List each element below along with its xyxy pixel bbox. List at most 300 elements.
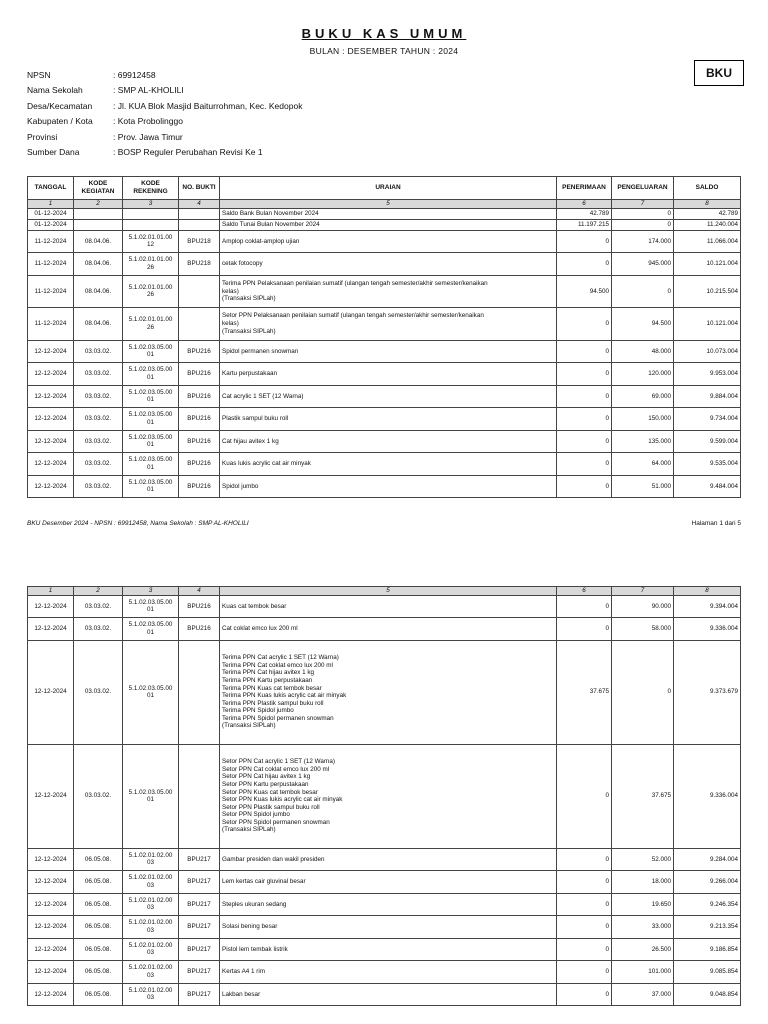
cell-no-bukti	[179, 640, 220, 744]
cell-tanggal: 12-12-2024	[28, 744, 74, 848]
cell-penerimaan: 0	[557, 408, 612, 431]
info-value: : Prov. Jawa Timur	[113, 131, 183, 142]
uraian-line: Cat acrylic 1 SET (12 Warna)	[222, 392, 304, 400]
cell-pengeluaran: 52.000	[612, 848, 674, 871]
uraian-line: Terima PPN Cat coklat emco lux 200 ml	[222, 661, 333, 669]
cell-uraian	[220, 308, 557, 341]
uraian-line: Terima PPN Spidol jumbo	[222, 707, 294, 715]
info-value: : SMP AL-KHOLILI	[113, 85, 184, 96]
cell-kode-rekening: 5.1.02.01.01.00 26	[123, 253, 179, 276]
uraian-line: Terima PPN Kuas cat tembok besar	[222, 684, 322, 692]
table-row	[28, 595, 741, 618]
cell-pengeluaran: 37.000	[612, 983, 674, 1006]
cell-kode-rekening: 5.1.02.01.02.00 03	[123, 916, 179, 939]
cell-kode-kegiatan: 06.05.08.	[74, 871, 123, 894]
cell-no-bukti: BPU216	[179, 430, 220, 453]
cell-no-bukti	[179, 275, 220, 308]
cell-no-bukti: BPU216	[179, 385, 220, 408]
cell-kode-kegiatan: 06.05.08.	[74, 961, 123, 984]
cell-pengeluaran: 135.000	[612, 430, 674, 453]
cell-uraian	[220, 893, 557, 916]
cell-pengeluaran: 33.000	[612, 916, 674, 939]
cell-kode-kegiatan: 03.03.02.	[74, 595, 123, 618]
cell-uraian	[220, 275, 557, 308]
uraian-line: Terima PPN Pelaksanaan penilaian sumatif (ulangan tengah semester/akhir semester/kenaikan	[222, 279, 488, 287]
cell-kode-rekening: 5.1.02.03.05.00 01	[123, 453, 179, 476]
cell-pengeluaran: 18.000	[612, 871, 674, 894]
page-number: Halaman 1 dari 5	[691, 520, 741, 527]
cell-kode-kegiatan: 03.03.02.	[74, 475, 123, 498]
cell-pengeluaran: 0	[612, 219, 674, 230]
uraian-line: Lem kertas cair gluvinal besar	[222, 878, 306, 886]
column-number: 2	[74, 200, 123, 209]
cell-kode-rekening: 5.1.02.01.01.00 26	[123, 308, 179, 341]
column-number: 6	[557, 200, 612, 209]
cell-kode-rekening: 5.1.02.01.02.00 03	[123, 848, 179, 871]
cell-saldo: 11.066.004	[674, 230, 741, 253]
header-kode-kegiatan: KODE KEGIATAN	[74, 177, 123, 200]
uraian-line: Setor PPN Spidol permanen snowman	[222, 818, 330, 826]
cell-penerimaan: 0	[557, 308, 612, 341]
cell-kode-rekening: 5.1.02.01.02.00 03	[123, 893, 179, 916]
column-number-row	[28, 587, 741, 596]
table-row	[28, 208, 741, 219]
table-row	[28, 363, 741, 386]
uraian-line: Terima PPN Plastik sampul buku roll	[222, 699, 324, 707]
document-subtitle: BULAN : DESEMBER TAHUN : 2024	[309, 46, 459, 56]
column-number: 3	[123, 200, 179, 209]
info-row	[27, 132, 302, 147]
cell-pengeluaran: 0	[612, 208, 674, 219]
cell-kode-rekening: 5.1.02.03.05.00 01	[123, 744, 179, 848]
table-row	[28, 275, 741, 308]
cell-kode-rekening: 5.1.02.03.05.00 01	[123, 363, 179, 386]
cell-saldo: 9.734.004	[674, 408, 741, 431]
cell-penerimaan: 0	[557, 938, 612, 961]
cell-uraian	[220, 340, 557, 363]
cell-no-bukti: BPU216	[179, 363, 220, 386]
cell-kode-kegiatan: 08.04.06.	[74, 253, 123, 276]
cell-kode-kegiatan: 06.05.08.	[74, 848, 123, 871]
header-penerimaan: PENERIMAAN	[557, 177, 612, 200]
cell-no-bukti: BPU217	[179, 871, 220, 894]
uraian-line: (Transaksi SIPLah)	[222, 295, 276, 303]
cell-uraian	[220, 618, 557, 641]
uraian-line: (Transaksi SIPLah)	[222, 722, 276, 730]
table-row	[28, 453, 741, 476]
uraian-line: Lakban besar	[222, 990, 261, 998]
cell-tanggal: 12-12-2024	[28, 453, 74, 476]
info-value: : Jl. KUA Blok Masjid Baiturrohman, Kec. Kedopok	[113, 100, 303, 111]
cell-tanggal: 12-12-2024	[28, 385, 74, 408]
cell-saldo: 9.373.679	[674, 640, 741, 744]
cell-pengeluaran: 19.650	[612, 893, 674, 916]
cell-saldo: 10.073.004	[674, 340, 741, 363]
cell-penerimaan: 0	[557, 916, 612, 939]
cell-no-bukti: BPU217	[179, 916, 220, 939]
cell-uraian	[220, 916, 557, 939]
table-row	[28, 253, 741, 276]
info-label: Sumber Dana	[27, 146, 80, 157]
cell-kode-kegiatan: 08.04.06.	[74, 230, 123, 253]
cell-penerimaan: 0	[557, 961, 612, 984]
cell-penerimaan: 0	[557, 595, 612, 618]
cell-saldo: 9.213.354	[674, 916, 741, 939]
uraian-line: Saldo Tunai Bulan November 2024	[222, 220, 320, 228]
table-row	[28, 475, 741, 498]
uraian-line: Setor PPN Pelaksanaan penilaian sumatif (ulangan tengah semester/akhir semester/kenaikan	[222, 312, 484, 320]
cell-pengeluaran: 101.000	[612, 961, 674, 984]
cell-no-bukti: BPU216	[179, 408, 220, 431]
info-value: : Kota Probolinggo	[113, 116, 183, 127]
cell-penerimaan: 11.197.215	[557, 219, 612, 230]
cell-kode-kegiatan	[74, 219, 123, 230]
cell-pengeluaran: 64.000	[612, 453, 674, 476]
column-number: 4	[179, 200, 220, 209]
uraian-line: Setor PPN Cat acrylic 1 SET (12 Warna)	[222, 758, 336, 766]
cell-penerimaan: 0	[557, 340, 612, 363]
ledger-table-page-1	[27, 176, 741, 498]
cell-kode-kegiatan: 03.03.02.	[74, 640, 123, 744]
cell-tanggal: 12-12-2024	[28, 916, 74, 939]
uraian-line: Setor PPN Plastik sampul buku roll	[222, 803, 320, 811]
cell-uraian	[220, 453, 557, 476]
cell-uraian	[220, 219, 557, 230]
cell-kode-kegiatan: 03.03.02.	[74, 430, 123, 453]
cell-tanggal: 12-12-2024	[28, 893, 74, 916]
column-number: 8	[674, 587, 741, 596]
cell-no-bukti: BPU216	[179, 595, 220, 618]
cell-pengeluaran: 0	[612, 275, 674, 308]
cell-kode-kegiatan: 06.05.08.	[74, 938, 123, 961]
cell-kode-rekening: 5.1.02.03.05.00 01	[123, 475, 179, 498]
cell-saldo: 9.048.854	[674, 983, 741, 1006]
page-footer-info: BKU Desember 2024 - NPSN : 69912458, Nama Sekolah : SMP AL-KHOLILI	[27, 520, 249, 527]
bku-badge: BKU	[694, 60, 744, 86]
cell-pengeluaran: 37.675	[612, 744, 674, 848]
cell-tanggal: 12-12-2024	[28, 340, 74, 363]
cell-pengeluaran: 174.000	[612, 230, 674, 253]
document-title: BUKU KAS UMUM	[301, 26, 467, 41]
cell-kode-rekening: 5.1.02.01.02.00 03	[123, 938, 179, 961]
header-kode-rekening: KODE REKENING	[123, 177, 179, 200]
uraian-line: Amplop coklat-amplop ujian	[222, 237, 300, 245]
cell-uraian	[220, 938, 557, 961]
column-number: 1	[28, 587, 74, 596]
cell-no-bukti	[179, 308, 220, 341]
cell-no-bukti: BPU216	[179, 618, 220, 641]
cell-penerimaan: 0	[557, 430, 612, 453]
info-value: : 69912458	[113, 70, 156, 80]
cell-kode-kegiatan: 08.04.06.	[74, 275, 123, 308]
table-row	[28, 618, 741, 641]
uraian-line: kelas)	[222, 320, 239, 328]
header-no-bukti: NO. BUKTI	[179, 177, 220, 200]
uraian-line: Spidol jumbo	[222, 482, 259, 490]
cell-kode-kegiatan: 06.05.08.	[74, 916, 123, 939]
cell-no-bukti	[179, 744, 220, 848]
cell-tanggal: 11-12-2024	[28, 275, 74, 308]
cell-tanggal: 01-12-2024	[28, 219, 74, 230]
column-number-row	[28, 200, 741, 209]
header-pengeluaran: PENGELUARAN	[612, 177, 674, 200]
cell-saldo: 9.599.004	[674, 430, 741, 453]
info-label: Nama Sekolah	[27, 85, 83, 96]
cell-uraian	[220, 253, 557, 276]
cell-penerimaan: 0	[557, 893, 612, 916]
uraian-line: Saldo Bank Bulan November 2024	[222, 209, 319, 217]
uraian-line: Setor PPN Cat coklat emco lux 200 ml	[222, 765, 330, 773]
cell-no-bukti: BPU216	[179, 475, 220, 498]
cell-kode-rekening: 5.1.02.01.02.00 03	[123, 961, 179, 984]
cell-pengeluaran: 90.000	[612, 595, 674, 618]
cell-uraian	[220, 363, 557, 386]
info-value: : BOSP Reguler Perubahan Revisi Ke 1	[113, 146, 263, 157]
table-row	[28, 961, 741, 984]
cell-kode-rekening: 5.1.02.03.05.00 01	[123, 640, 179, 744]
cell-saldo: 9.535.004	[674, 453, 741, 476]
cell-saldo: 9.246.354	[674, 893, 741, 916]
cell-tanggal: 12-12-2024	[28, 475, 74, 498]
table-row	[28, 893, 741, 916]
cell-kode-rekening: 5.1.02.03.05.00 01	[123, 385, 179, 408]
cell-penerimaan: 94.500	[557, 275, 612, 308]
info-label: Provinsi	[27, 131, 58, 142]
cell-tanggal: 12-12-2024	[28, 640, 74, 744]
uraian-line: Terima PPN Kuas lukis acrylic cat air minyak	[222, 692, 347, 700]
cell-kode-rekening: 5.1.02.01.01.00 26	[123, 275, 179, 308]
cell-tanggal: 12-12-2024	[28, 595, 74, 618]
cell-kode-rekening: 5.1.02.01.02.00 03	[123, 983, 179, 1006]
header-tanggal: TANGGAL	[28, 177, 74, 200]
info-row	[27, 85, 302, 100]
cell-kode-kegiatan: 03.03.02.	[74, 618, 123, 641]
cell-uraian	[220, 230, 557, 253]
cell-saldo: 9.394.004	[674, 595, 741, 618]
cell-pengeluaran: 48.000	[612, 340, 674, 363]
uraian-line: Terima PPN Kartu perpustakaan	[222, 676, 313, 684]
table-row	[28, 848, 741, 871]
cell-penerimaan: 0	[557, 871, 612, 894]
cell-no-bukti: BPU217	[179, 938, 220, 961]
uraian-line: Setor PPN Kuas cat tembok besar	[222, 788, 318, 796]
cell-penerimaan: 0	[557, 253, 612, 276]
cell-uraian	[220, 983, 557, 1006]
cell-uraian	[220, 408, 557, 431]
uraian-line: (Transaksi SIPLah)	[222, 826, 276, 834]
cell-penerimaan: 0	[557, 744, 612, 848]
cell-tanggal: 12-12-2024	[28, 983, 74, 1006]
cell-uraian	[220, 385, 557, 408]
cell-uraian	[220, 744, 557, 848]
cell-no-bukti: BPU218	[179, 230, 220, 253]
uraian-line: Plastik sampul buku roll	[222, 415, 289, 423]
info-label: Kabupaten / Kota	[27, 116, 93, 127]
header-saldo: SALDO	[674, 177, 741, 200]
table-row	[28, 385, 741, 408]
table-row	[28, 408, 741, 431]
cell-no-bukti	[179, 219, 220, 230]
cell-saldo: 42.789	[674, 208, 741, 219]
cell-no-bukti: BPU217	[179, 983, 220, 1006]
cell-saldo: 9.085.854	[674, 961, 741, 984]
cell-saldo: 9.953.004	[674, 363, 741, 386]
cell-saldo: 9.484.004	[674, 475, 741, 498]
cell-kode-kegiatan: 03.03.02.	[74, 340, 123, 363]
cell-pengeluaran: 0	[612, 640, 674, 744]
table-row	[28, 340, 741, 363]
cell-kode-rekening: 5.1.02.03.05.00 01	[123, 430, 179, 453]
cell-no-bukti: BPU217	[179, 848, 220, 871]
table-row	[28, 983, 741, 1006]
cell-no-bukti: BPU218	[179, 253, 220, 276]
cell-pengeluaran: 150.000	[612, 408, 674, 431]
cell-penerimaan: 0	[557, 475, 612, 498]
cell-uraian	[220, 640, 557, 744]
school-info	[27, 70, 302, 162]
cell-uraian	[220, 475, 557, 498]
cell-tanggal: 12-12-2024	[28, 618, 74, 641]
uraian-line: Setor PPN Spidol jumbo	[222, 811, 290, 819]
cell-kode-kegiatan: 03.03.02.	[74, 744, 123, 848]
cell-penerimaan: 0	[557, 983, 612, 1006]
uraian-line: Setor PPN Cat hijau avitex 1 kg	[222, 773, 311, 781]
cell-tanggal: 12-12-2024	[28, 430, 74, 453]
cell-uraian	[220, 595, 557, 618]
cell-saldo: 10.215.504	[674, 275, 741, 308]
cell-penerimaan: 37.675	[557, 640, 612, 744]
uraian-line: Solasi bening besar	[222, 923, 278, 931]
column-number: 1	[28, 200, 74, 209]
uraian-line: kelas)	[222, 287, 239, 295]
table-row	[28, 640, 741, 744]
cell-uraian	[220, 961, 557, 984]
ledger-table-page-2	[27, 586, 741, 1006]
cell-no-bukti: BPU216	[179, 453, 220, 476]
cell-saldo: 9.336.004	[674, 744, 741, 848]
uraian-line: Kartu perpustakaan	[222, 370, 277, 378]
cell-penerimaan: 42.789	[557, 208, 612, 219]
info-label: NPSN	[27, 70, 51, 80]
cell-kode-kegiatan: 03.03.02.	[74, 408, 123, 431]
cell-saldo: 9.884.004	[674, 385, 741, 408]
table-row	[28, 230, 741, 253]
cell-tanggal: 12-12-2024	[28, 938, 74, 961]
column-number: 6	[557, 587, 612, 596]
table-row	[28, 938, 741, 961]
info-row	[27, 147, 302, 162]
cell-tanggal: 11-12-2024	[28, 253, 74, 276]
cell-saldo: 9.284.004	[674, 848, 741, 871]
uraian-line: Kuas cat tembok besar	[222, 602, 287, 610]
cell-tanggal: 12-12-2024	[28, 363, 74, 386]
cell-tanggal: 11-12-2024	[28, 308, 74, 341]
cell-uraian	[220, 848, 557, 871]
uraian-line: Kuas lukis acrylic cat air minyak	[222, 460, 311, 468]
cell-pengeluaran: 94.500	[612, 308, 674, 341]
cell-kode-rekening: 5.1.02.01.01.00 12	[123, 230, 179, 253]
cell-pengeluaran: 58.000	[612, 618, 674, 641]
cell-no-bukti: BPU217	[179, 961, 220, 984]
cell-no-bukti: BPU216	[179, 340, 220, 363]
uraian-line: Cat hijau avitex 1 kg	[222, 437, 279, 445]
uraian-line: Setor PPN Kartu perpustakaan	[222, 780, 309, 788]
column-number: 8	[674, 200, 741, 209]
cell-saldo: 9.186.854	[674, 938, 741, 961]
header-uraian: URAIAN	[220, 177, 557, 200]
cell-kode-rekening	[123, 219, 179, 230]
cell-penerimaan: 0	[557, 618, 612, 641]
info-row	[27, 116, 302, 131]
cell-kode-kegiatan: 06.05.08.	[74, 983, 123, 1006]
uraian-line: Terima PPN Cat acrylic 1 SET (12 Warna)	[222, 654, 339, 662]
cell-kode-rekening	[123, 208, 179, 219]
uraian-line: Terima PPN Cat hijau avitex 1 kg	[222, 669, 315, 677]
table-row	[28, 308, 741, 341]
cell-tanggal: 01-12-2024	[28, 208, 74, 219]
cell-uraian	[220, 208, 557, 219]
cell-penerimaan: 0	[557, 363, 612, 386]
cell-penerimaan: 0	[557, 848, 612, 871]
cell-saldo: 10.121.004	[674, 253, 741, 276]
cell-saldo: 10.121.004	[674, 308, 741, 341]
cell-penerimaan: 0	[557, 453, 612, 476]
cell-uraian	[220, 871, 557, 894]
cell-tanggal: 12-12-2024	[28, 848, 74, 871]
column-number: 4	[179, 587, 220, 596]
uraian-line: Steples ukuran sedang	[222, 900, 287, 908]
column-number: 2	[74, 587, 123, 596]
cell-saldo: 11.240.004	[674, 219, 741, 230]
column-number: 5	[220, 587, 557, 596]
cell-saldo: 9.336.004	[674, 618, 741, 641]
cell-kode-kegiatan	[74, 208, 123, 219]
cell-penerimaan: 0	[557, 385, 612, 408]
cell-kode-kegiatan: 06.05.08.	[74, 893, 123, 916]
cell-kode-kegiatan: 08.04.06.	[74, 308, 123, 341]
table-row	[28, 219, 741, 230]
cell-uraian	[220, 430, 557, 453]
cell-kode-rekening: 5.1.02.03.05.00 01	[123, 618, 179, 641]
table-row	[28, 916, 741, 939]
info-row	[27, 70, 302, 85]
uraian-line: Pistol lem tembak listrik	[222, 945, 288, 953]
uraian-line: Terima PPN Spidol permanen snowman	[222, 714, 334, 722]
table-row	[28, 871, 741, 894]
cell-no-bukti	[179, 208, 220, 219]
cell-kode-kegiatan: 03.03.02.	[74, 363, 123, 386]
uraian-line: Kertas A4 1 rim	[222, 968, 266, 976]
cell-penerimaan: 0	[557, 230, 612, 253]
table-row	[28, 430, 741, 453]
uraian-line: Cat coklat emco lux 200 ml	[222, 625, 298, 633]
cell-kode-rekening: 5.1.02.03.05.00 01	[123, 340, 179, 363]
column-number: 7	[612, 200, 674, 209]
cell-tanggal: 12-12-2024	[28, 871, 74, 894]
cell-kode-kegiatan: 03.03.02.	[74, 385, 123, 408]
cell-kode-rekening: 5.1.02.01.02.00 03	[123, 871, 179, 894]
uraian-line: Spidol permanen snowman	[222, 347, 299, 355]
cell-kode-kegiatan: 03.03.02.	[74, 453, 123, 476]
column-number: 5	[220, 200, 557, 209]
uraian-line: Setor PPN Kuas lukis acrylic cat air minyak	[222, 796, 343, 804]
table-row	[28, 744, 741, 848]
cell-tanggal: 12-12-2024	[28, 961, 74, 984]
cell-pengeluaran: 120.000	[612, 363, 674, 386]
uraian-line: (Transaksi SIPLah)	[222, 327, 276, 335]
cell-pengeluaran: 69.000	[612, 385, 674, 408]
cell-pengeluaran: 26.500	[612, 938, 674, 961]
